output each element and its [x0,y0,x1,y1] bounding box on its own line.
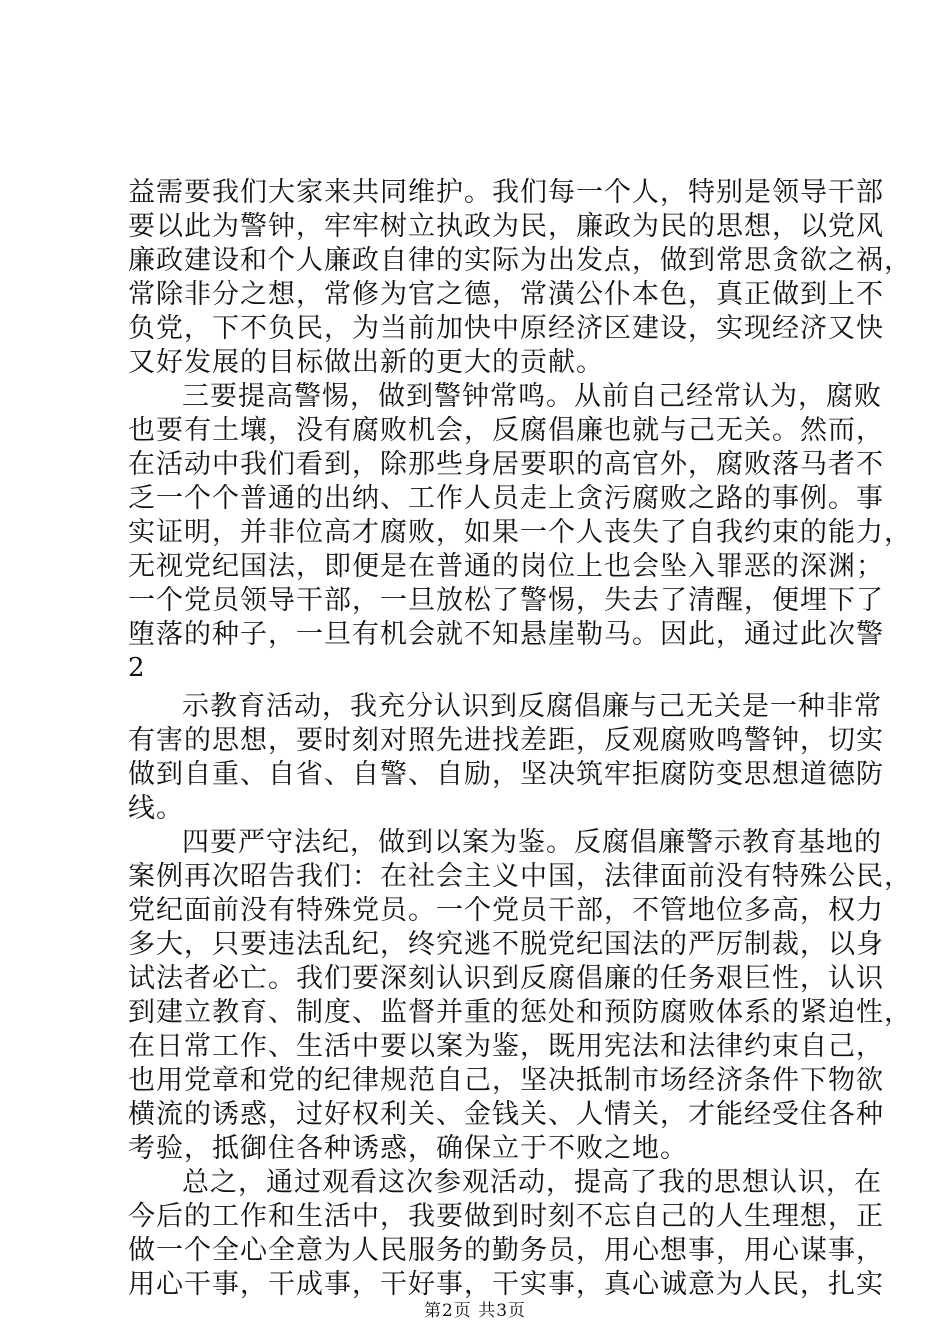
text-line: 用心干事，干成事，干好事，干实事，真心诚意为人民，扎实 [128,1269,884,1300]
text-line: 做一个全心全意为人民服务的勤务员，用心想事，用心谋事， [128,1235,884,1266]
text-line: 又好发展的目标做出新的更大的贡献。 [128,347,604,378]
paragraph-start-line: 三要提高警惕，做到警钟常鸣。从前自己经常认为，腐败 [182,381,882,412]
text-line: 也用党章和党的纪律规范自己，坚决抵制市场经济条件下物欲 [128,1065,884,1096]
text-line: 一个党员领导干部，一旦放松了警惕，失去了清醒，便埋下了 [128,585,884,616]
text-line: 党纪面前没有特殊党员。一个党员干部，不管地位多高，权力 [128,895,884,926]
paragraph-start-line: 示教育活动，我充分认识到反腐倡廉与己无关是一种非常 [182,691,882,722]
paragraph-start-line: 总之，通过观看这次参观活动，提高了我的思想认识，在 [182,1167,882,1198]
text-line: 要以此为警钟，牢牢树立执政为民，廉政为民的思想，以党风 [128,211,884,242]
text-line: 试法者必亡。我们要深刻认识到反腐倡廉的任务艰巨性，认识 [128,963,884,994]
text-line: 到建立教育、制度、监督并重的惩处和预防腐败体系的紧迫性， [128,997,912,1028]
text-line: 廉政建设和个人廉政自律的实际为出发点，做到常思贪欲之祸， [128,245,912,276]
paragraph-start-line: 四要严守法纪，做到以案为鉴。反腐倡廉警示教育基地的 [182,827,882,858]
text-line: 横流的诱惑，过好权利关、金钱关、人情关，才能经受住各种 [128,1099,884,1130]
text-line: 今后的工作和生活中，我要做到时刻不忘自己的人生理想，正 [128,1201,884,1232]
text-line: 多大，只要违法乱纪，终究逃不脱党纪国法的严厉制裁，以身 [128,929,884,960]
text-line: 常除非分之想，常修为官之德，常潢公仆本色，真正做到上不 [128,279,884,310]
text-line: 在活动中我们看到，除那些身居要职的高官外，腐败落马者不 [128,449,884,480]
text-line: 考验，抵御住各种诱惑，确保立于不败之地。 [128,1133,688,1164]
text-line: 益需要我们大家来共同维护。我们每一个人，特别是领导干部 [128,177,884,208]
text-line: 有害的思想，要时刻对照先进找差距，反观腐败鸣警钟，切实 [128,725,884,756]
text-line: 无视党纪国法，即便是在普通的岗位上也会坠入罪恶的深渊； [128,551,884,582]
text-line: 做到自重、自省、自警、自励，坚决筑牢拒腐防变思想道德防 [128,759,884,790]
inline-page-number: 2 [128,653,145,683]
text-line: 负党，下不负民，为当前加快中原经济区建设，实现经济又快 [128,313,884,344]
text-line: 在日常工作、生活中要以案为鉴，既用宪法和法律约束自己， [128,1031,884,1062]
text-line: 实证明，并非位高才腐败，如果一个人丧失了自我约束的能力， [128,517,912,548]
page-footer: 第2页 共3页 [423,1301,527,1321]
text-line: 线。 [128,793,184,824]
text-line: 乏一个个普通的出纳、工作人员走上贪污腐败之路的事例。事 [128,483,884,514]
text-line: 案例再次昭告我们：在社会主义中国，法律面前没有特殊公民， [128,861,912,892]
text-line: 也要有土壤，没有腐败机会，反腐倡廉也就与己无关。然而， [128,415,884,446]
text-line: 堕落的种子，一旦有机会就不知悬崖勒马。因此，通过此次警 [128,619,884,650]
